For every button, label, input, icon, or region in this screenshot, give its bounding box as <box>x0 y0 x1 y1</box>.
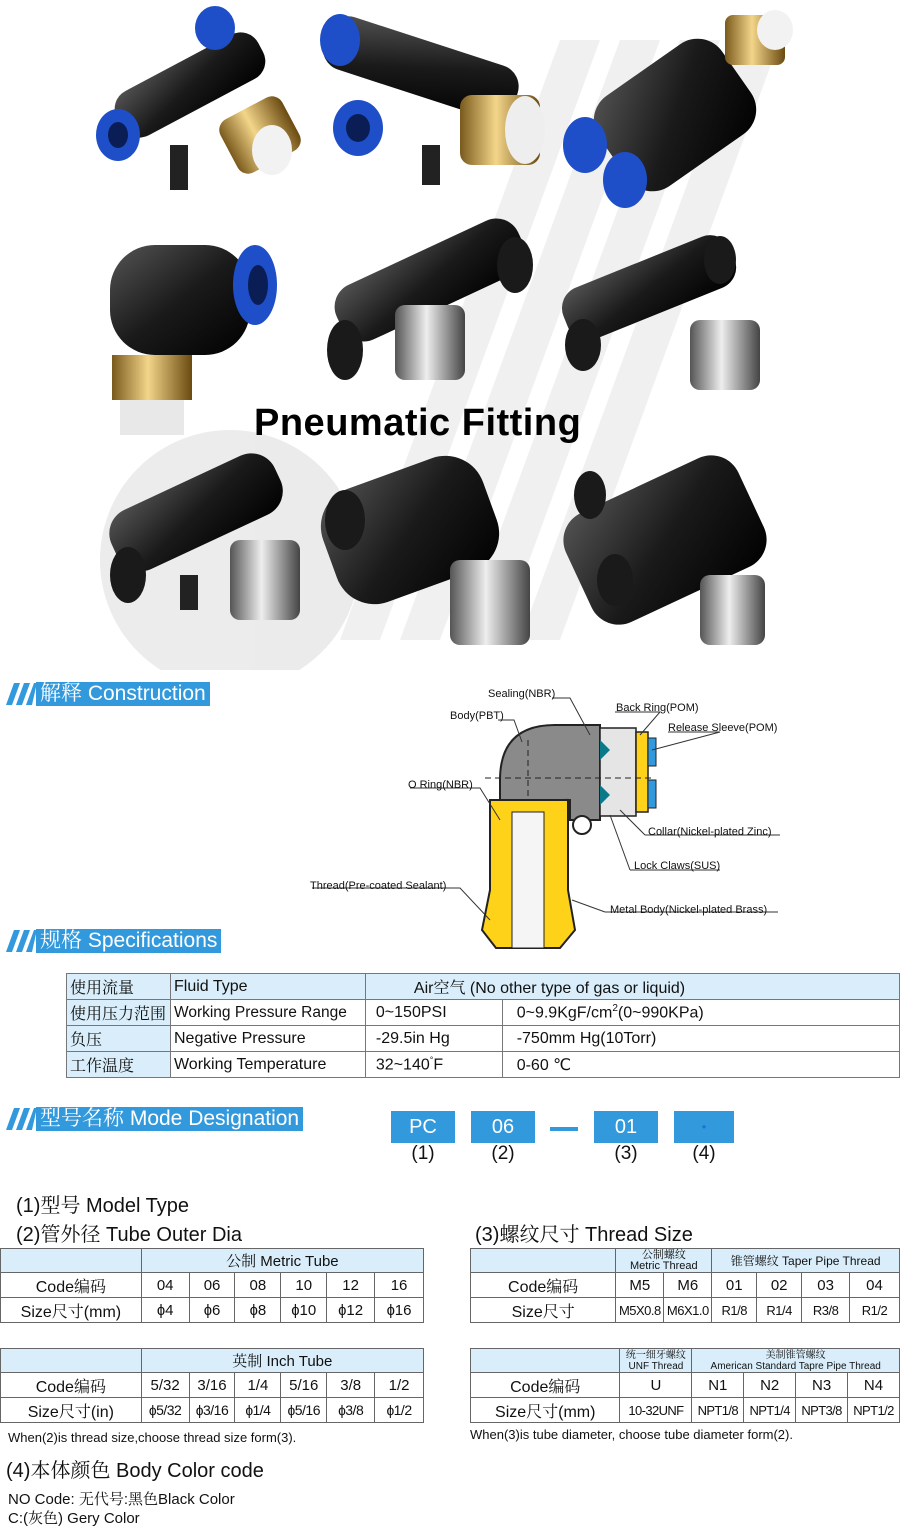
size-cell: R1/2 <box>850 1298 900 1323</box>
callout-body: Body(PBT) <box>450 710 504 722</box>
product-photos <box>0 0 900 670</box>
table-row <box>471 1349 900 1373</box>
code-cell: M6 <box>664 1273 712 1298</box>
size-cell: ɸ6 <box>189 1298 235 1323</box>
table-corner <box>1 1249 142 1273</box>
specifications-title: 规格 Specifications <box>36 929 221 953</box>
size-cell: ɸ1/2 <box>375 1398 424 1423</box>
metric-thread-header-en: Metric Thread <box>630 1259 698 1272</box>
code-label: Code编码 <box>471 1273 616 1298</box>
spec-value-2-text: 0~9.9KgF/cm <box>516 1004 613 1022</box>
code-label: Code编码 <box>471 1373 620 1398</box>
mode-box-4: • <box>674 1111 734 1143</box>
spec-value-1: 0~150PSI <box>365 1000 502 1026</box>
taper-thread-header: 锥管螺纹 Taper Pipe Thread <box>712 1249 900 1273</box>
table-row <box>67 1026 900 1052</box>
code-cell: 16 <box>375 1273 424 1298</box>
callout-collar: Collar(Nickel-plated Zinc) <box>648 826 772 838</box>
spec-value-1-text: 32~140 <box>375 1056 430 1074</box>
table-row <box>1 1273 424 1298</box>
spec-cn: 使用压力范围 <box>67 1000 171 1026</box>
size-cell: NPT1/4 <box>744 1398 796 1423</box>
code-cell: U <box>620 1373 692 1398</box>
table-row <box>1 1398 424 1423</box>
size-cell: ɸ3/16 <box>189 1398 235 1423</box>
fitting-photo-4 <box>110 245 277 435</box>
code-cell: N3 <box>796 1373 848 1398</box>
size-label: Size尺寸(mm) <box>471 1398 620 1423</box>
fitting-photo-2 <box>317 11 545 185</box>
size-cell: R3/8 <box>802 1298 850 1323</box>
specifications-header <box>6 928 221 954</box>
product-photo-area <box>0 0 900 670</box>
size-label: Size尺寸(in) <box>1 1398 142 1423</box>
fitting-photo-1 <box>96 6 305 190</box>
metric-thread-header-cn: 公制螺纹 <box>641 1248 686 1261</box>
code-cell: 1/2 <box>375 1373 424 1398</box>
construction-header <box>6 681 210 707</box>
code-cell: M5 <box>616 1273 664 1298</box>
code-cell: 04 <box>141 1273 189 1298</box>
body-color-title: (4)本体颜色 Body Color code <box>6 1460 264 1482</box>
mode-number-2: (2) <box>491 1143 515 1164</box>
code-cell: 06 <box>189 1273 235 1298</box>
code-cell: N4 <box>848 1373 900 1398</box>
spec-superscript: ° <box>429 1054 434 1065</box>
table-row <box>1 1249 424 1273</box>
code-cell: 10 <box>281 1273 327 1298</box>
spec-value-2-suffix: (0~990KPa) <box>617 1004 704 1022</box>
npt-header-cn: 美制锥管螺纹 <box>765 1349 826 1361</box>
callout-back-ring: Back Ring(POM) <box>616 702 699 714</box>
spec-value-1: -29.5in Hg <box>365 1026 502 1052</box>
spec-cn: 工作温度 <box>67 1052 171 1078</box>
code-cell: 5/32 <box>141 1373 189 1398</box>
spec-value-2: -750mm Hg(10Torr) <box>502 1026 899 1052</box>
fitting-cross-section <box>300 680 900 960</box>
spec-value-1 <box>365 1052 502 1078</box>
spec-en: Fluid Type <box>170 974 365 1000</box>
size-cell: ɸ4 <box>141 1298 189 1323</box>
size-cell: R1/4 <box>757 1298 802 1323</box>
npt-header-en: American Standard Tapre Pipe Thread <box>710 1360 881 1372</box>
callout-o-ring: O Ring(NBR) <box>408 779 473 791</box>
size-cell: NPT1/8 <box>692 1398 744 1423</box>
spec-en: Working Pressure Range <box>170 1000 365 1026</box>
code-cell: 5/16 <box>281 1373 327 1398</box>
spec-value-1-suffix: F <box>433 1056 444 1074</box>
construction-title: 解释 Construction <box>36 682 210 706</box>
table-row <box>1 1349 424 1373</box>
spec-value-2: 0-60 ℃ <box>502 1052 899 1078</box>
section-slash-icon <box>6 683 36 705</box>
mode-dash <box>550 1127 578 1131</box>
metric-tube-table <box>0 1248 424 1323</box>
size-cell: ɸ1/4 <box>235 1398 281 1423</box>
section-slash-icon <box>6 930 36 952</box>
callout-thread: Thread(Pre-coated Sealant) <box>310 880 447 892</box>
construction-diagram <box>300 680 900 960</box>
code-cell: 08 <box>235 1273 281 1298</box>
size-cell: R1/8 <box>712 1298 757 1323</box>
size-cell: ɸ5/32 <box>141 1398 189 1423</box>
size-cell: 10-32UNF <box>620 1398 692 1423</box>
spec-value: Air空气 (No other type of gas or liquid) <box>365 974 899 1000</box>
mode-box-1: PC <box>391 1111 455 1143</box>
table-row <box>67 1000 900 1026</box>
tube-note: When(2)is thread size,choose thread size form(3). <box>8 1430 297 1445</box>
npt-header <box>692 1349 900 1373</box>
mode-number-3: (3) <box>614 1143 638 1164</box>
code-cell: 03 <box>802 1273 850 1298</box>
size-cell: ɸ8 <box>235 1298 281 1323</box>
tube-outer-title: (2)管外径 Tube Outer Dia <box>16 1224 242 1246</box>
mode-number-1: (1) <box>411 1143 435 1164</box>
unf-header <box>620 1349 692 1373</box>
table-row <box>471 1249 900 1273</box>
size-cell: M6X1.0 <box>664 1298 712 1323</box>
callout-lock-claws: Lock Claws(SUS) <box>634 860 721 872</box>
size-cell: M5X0.8 <box>616 1298 664 1323</box>
size-cell: ɸ3/8 <box>327 1398 375 1423</box>
code-cell: 1/4 <box>235 1373 281 1398</box>
size-cell: ɸ12 <box>327 1298 375 1323</box>
size-cell: ɸ10 <box>281 1298 327 1323</box>
callout-metal-body: Metal Body(Nickel-plated Brass) <box>610 904 768 916</box>
mode-box-2: 06 <box>471 1111 535 1143</box>
unf-header-en: UNF Thread <box>628 1360 684 1372</box>
callout-sealing: Sealing(NBR) <box>488 688 556 700</box>
metric-thread-header <box>616 1249 712 1273</box>
callout-release-sleeve: Release Sleeve(POM) <box>668 722 778 734</box>
spec-superscript: 2 <box>612 1002 618 1014</box>
table-corner <box>471 1349 620 1373</box>
inch-tube-table <box>0 1348 424 1423</box>
code-cell: 3/16 <box>189 1373 235 1398</box>
body-color-line-1: NO Code: 无代号:黑色Black Color <box>8 1491 235 1508</box>
code-cell: N2 <box>744 1373 796 1398</box>
body-color-line-2: C:(灰色) Gery Color <box>8 1510 140 1527</box>
code-cell: 02 <box>757 1273 802 1298</box>
section-slash-icon <box>6 1108 36 1130</box>
spec-cn: 负压 <box>67 1026 171 1052</box>
unf-thread-table <box>470 1348 900 1423</box>
code-label: Code编码 <box>1 1373 142 1398</box>
inch-tube-header: 英制 Inch Tube <box>141 1349 423 1373</box>
mode-box-3: 01 <box>594 1111 658 1143</box>
code-cell: N1 <box>692 1373 744 1398</box>
table-row <box>1 1373 424 1398</box>
size-cell: ɸ16 <box>375 1298 424 1323</box>
size-label: Size尺寸 <box>471 1298 616 1323</box>
table-row <box>471 1298 900 1323</box>
code-cell: 12 <box>327 1273 375 1298</box>
spec-en: Negative Pressure <box>170 1026 365 1052</box>
metric-thread-table <box>470 1248 900 1323</box>
table-row <box>67 974 900 1000</box>
spec-cn: 使用流量 <box>67 974 171 1000</box>
mode-number-4: (4) <box>692 1143 716 1164</box>
size-cell: NPT3/8 <box>796 1398 848 1423</box>
mode-header <box>6 1106 303 1132</box>
code-cell: 3/8 <box>327 1373 375 1398</box>
code-cell: 01 <box>712 1273 757 1298</box>
fitting-photo-9 <box>554 445 777 645</box>
table-corner <box>1 1349 142 1373</box>
code-label: Code编码 <box>1 1273 142 1298</box>
code-cell: 04 <box>850 1273 900 1298</box>
table-corner <box>471 1249 616 1273</box>
table-row <box>471 1273 900 1298</box>
specifications-table <box>66 973 900 1078</box>
metric-tube-header: 公制 Metric Tube <box>141 1249 423 1273</box>
spec-value-2 <box>502 1000 899 1026</box>
size-label: Size尺寸(mm) <box>1 1298 142 1323</box>
size-cell: ɸ5/16 <box>281 1398 327 1423</box>
photo-title: Pneumatic Fitting <box>254 402 582 444</box>
thread-size-title: (3)螺纹尺寸 Thread Size <box>475 1224 693 1246</box>
model-type-title: (1)型号 Model Type <box>16 1195 190 1217</box>
spec-en: Working Temperature <box>170 1052 365 1078</box>
mode-title: 型号名称 Mode Designation <box>36 1107 303 1131</box>
size-cell: NPT1/2 <box>848 1398 900 1423</box>
unf-header-cn: 统一细牙螺纹 <box>625 1349 686 1361</box>
table-row <box>67 1052 900 1078</box>
table-row <box>471 1398 900 1423</box>
table-row <box>1 1298 424 1323</box>
thread-note: When(3)is tube diameter, choose tube diameter form(2). <box>470 1427 793 1442</box>
table-row <box>471 1373 900 1398</box>
